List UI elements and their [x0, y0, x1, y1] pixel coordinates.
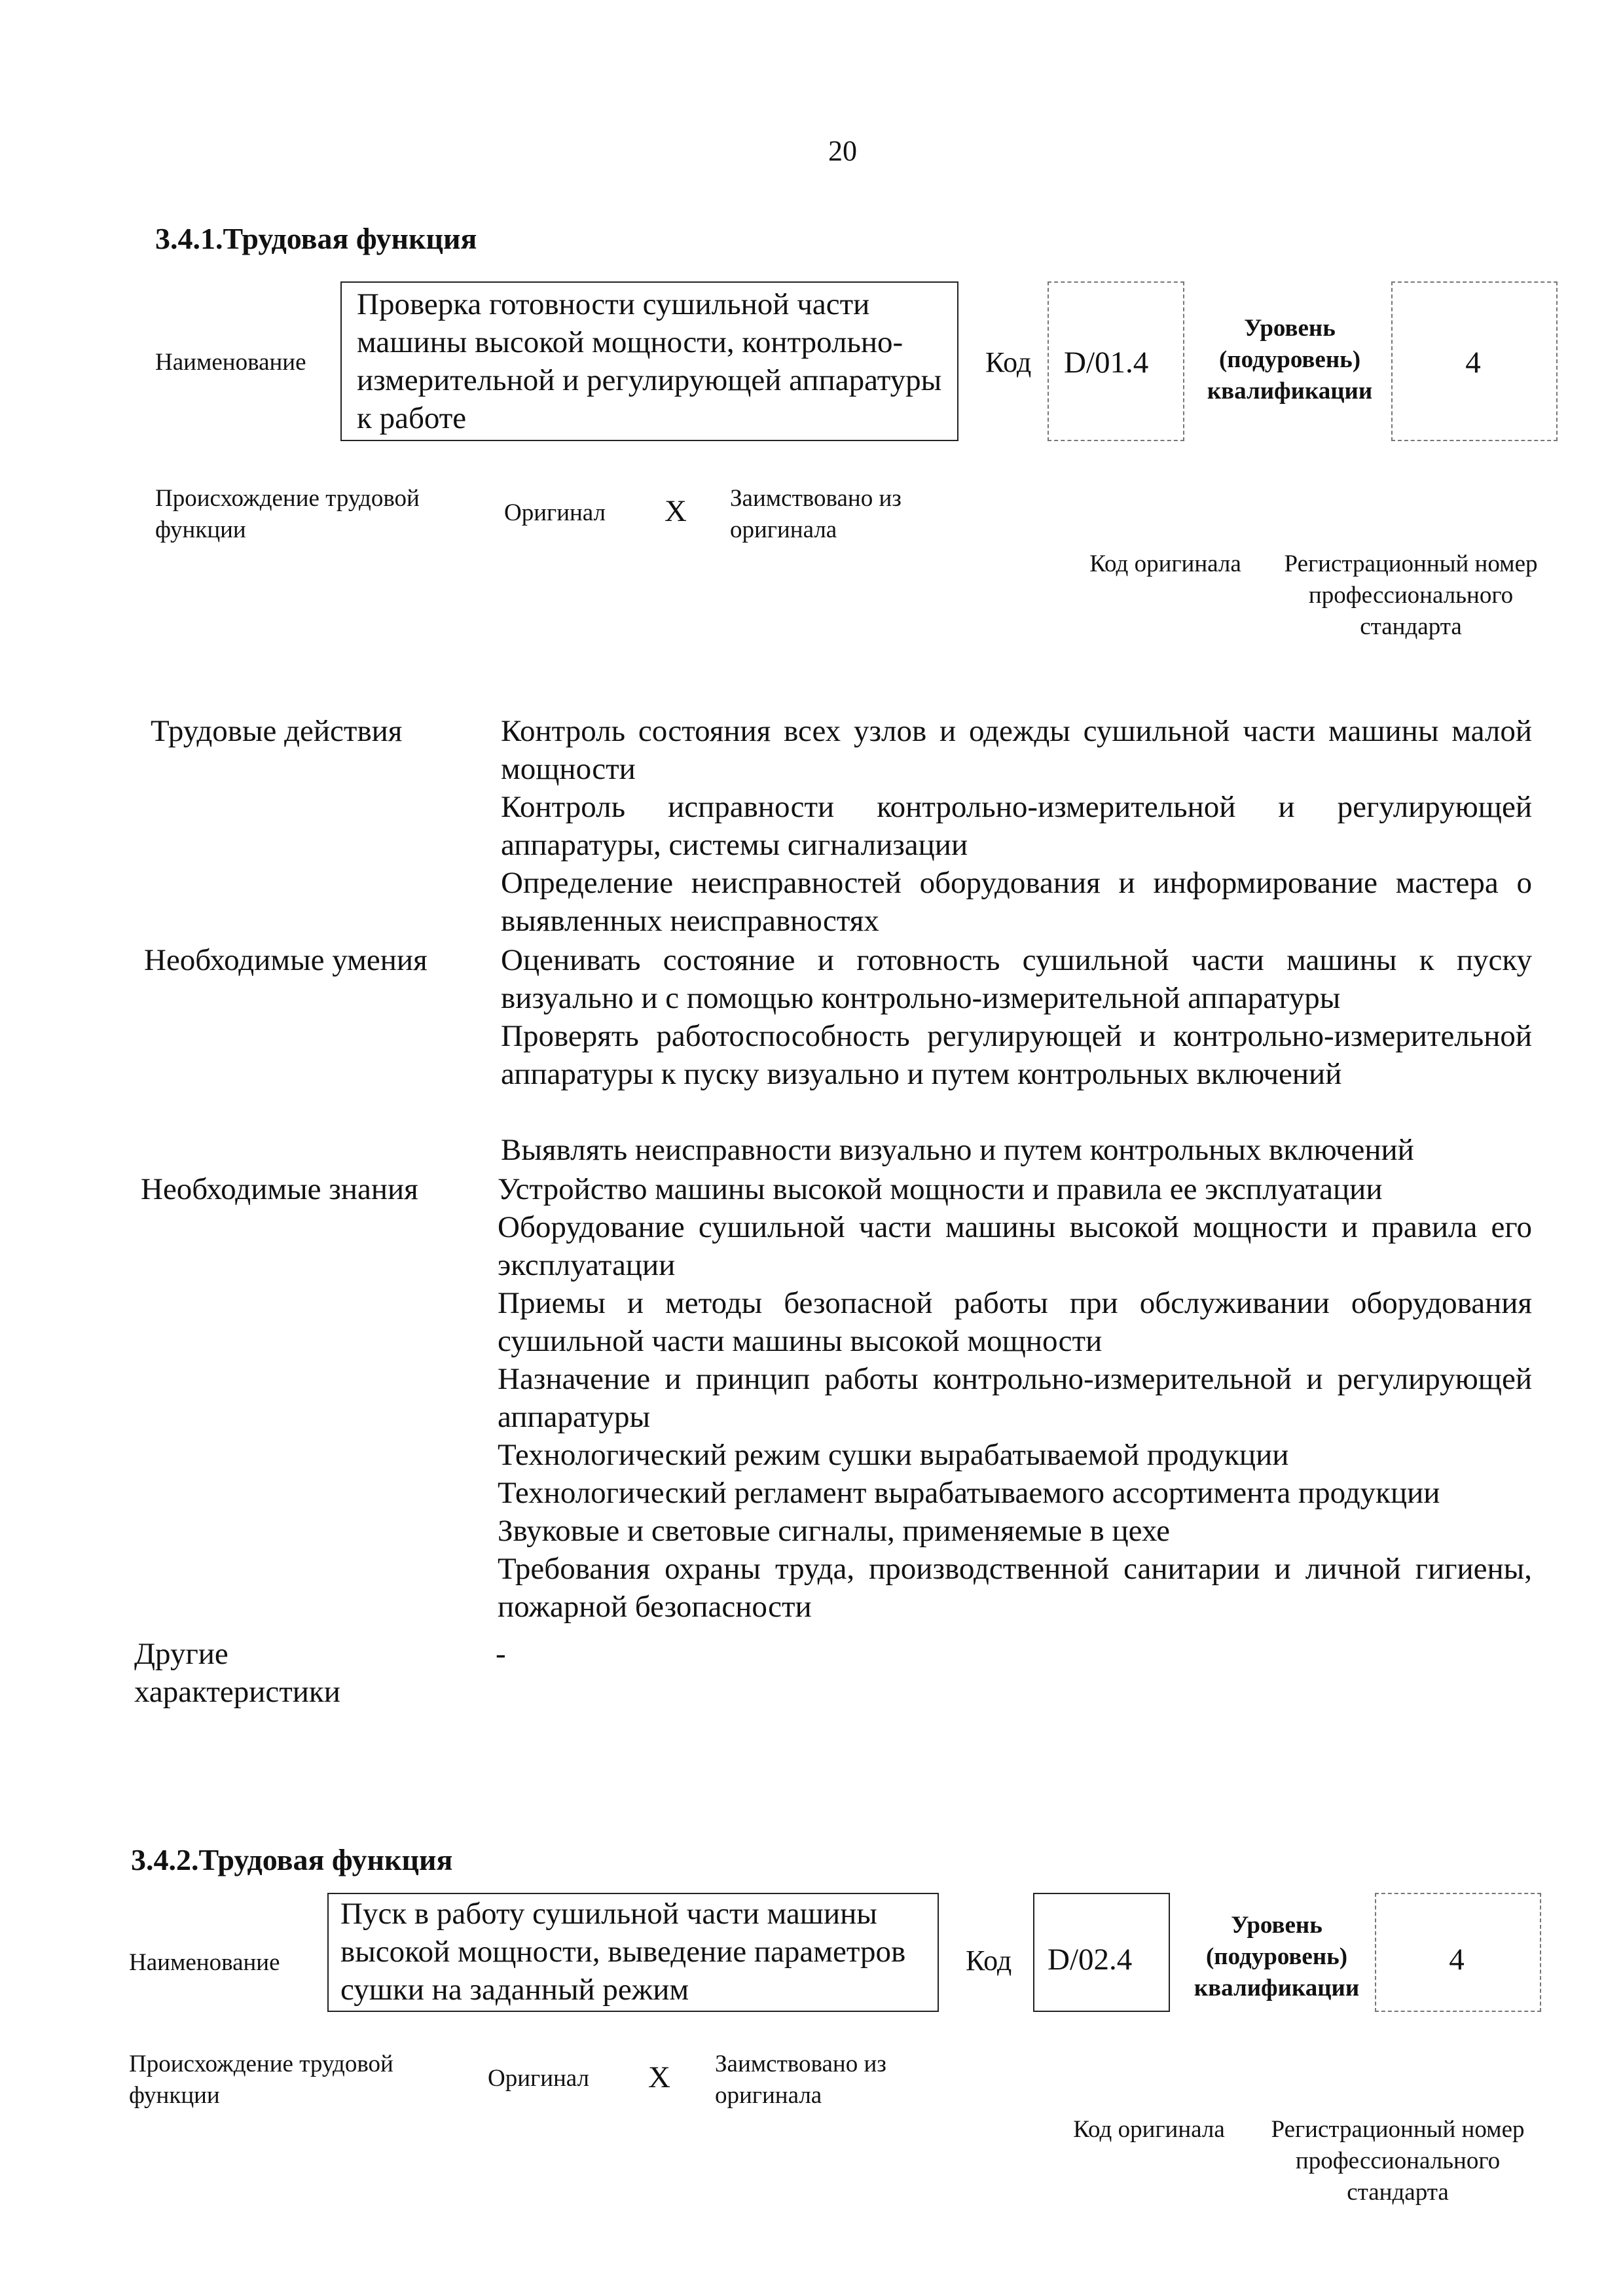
page-number: 20 — [828, 135, 857, 167]
section-title: 3.4.2.Трудовая функция — [131, 1843, 453, 1876]
action-item: Контроль состояния всех узлов и одежды сушильной части машины малой мощности — [501, 714, 1532, 786]
other-label: Другие характеристики — [134, 1637, 340, 1709]
level-label: Уровень (подуровень) квалификации — [1194, 1912, 1360, 2001]
borrowed-label: Заимствовано из оригинала — [715, 2051, 886, 2109]
name-value: Пуск в работу сушильной части машины высокой мощности, выведение параметров сушки на заданный режим — [340, 1897, 906, 2007]
knowledge-label: Необходимые знания — [141, 1172, 418, 1206]
skill-item: Оценивать состояние и готовность сушильной части машины к пуску визуально и с помощью контрольно-измерительной аппаратуры — [501, 943, 1532, 1015]
section-title: 3.4.1.Трудовая функция — [155, 222, 477, 255]
action-item: Определение неисправностей оборудования и информирование мастера о выявленных неисправностях — [501, 866, 1532, 938]
knowledge-item: Приемы и методы безопасной работы при обслуживании оборудования сушильной части машины высокой мощности — [498, 1286, 1532, 1358]
knowledge-item: Технологический регламент вырабатываемого ассортимента продукции — [498, 1476, 1440, 1510]
original-label: Оригинал — [504, 499, 606, 526]
knowledge-item: Устройство машины высокой мощности и правила ее эксплуатации — [498, 1172, 1383, 1206]
original-mark: X — [665, 494, 687, 528]
name-label: Наименование — [129, 1949, 280, 1976]
original-mark: X — [648, 2060, 670, 2094]
original-label: Оригинал — [488, 2065, 590, 2092]
origin-code-label: Код оригинала — [1089, 550, 1241, 577]
reg-number-label: Регистрационный номер профессионального стандарта — [1284, 550, 1538, 640]
knowledge-item: Требования охраны труда, производственной санитарии и личной гигиены, пожарной безопасности — [498, 1552, 1532, 1624]
level-label: Уровень (подуровень) квалификации — [1207, 315, 1373, 404]
code-value: D/01.4 — [1064, 346, 1149, 380]
reg-number-label: Регистрационный номер профессионального стандарта — [1271, 2116, 1525, 2206]
other-value: - — [496, 1637, 506, 1671]
knowledge-item: Назначение и принцип работы контрольно-измерительной и регулирующей аппаратуры — [498, 1362, 1532, 1434]
level-value: 4 — [1449, 1943, 1465, 1977]
origin-label: Происхождение трудовой функции — [155, 485, 420, 543]
code-value: D/02.4 — [1048, 1943, 1133, 1977]
level-value: 4 — [1465, 346, 1481, 380]
name-value: Проверка готовности сушильной части машины высокой мощности, контрольно-измерительной и регулирующей аппаратуры к работе — [357, 287, 942, 435]
knowledge-item: Звуковые и световые сигналы, применяемые в цехе — [498, 1514, 1171, 1548]
name-label: Наименование — [155, 349, 306, 376]
borrowed-label: Заимствовано из оригинала — [730, 485, 902, 543]
skill-item: Выявлять неисправности визуально и путем контрольных включений — [501, 1133, 1414, 1167]
code-label: Код — [985, 346, 1032, 378]
origin-code-label: Код оригинала — [1073, 2116, 1225, 2143]
origin-label: Происхождение трудовой функции — [129, 2051, 393, 2109]
action-item: Контроль исправности контрольно-измерительной и регулирующей аппаратуры, системы сигнализации — [501, 790, 1532, 862]
knowledge-item: Технологический режим сушки вырабатываемой продукции — [498, 1438, 1289, 1472]
code-label: Код — [966, 1945, 1012, 1977]
knowledge-item: Оборудование сушильной части машины высокой мощности и правила его эксплуатации — [498, 1210, 1532, 1282]
skills-label: Необходимые умения — [144, 943, 428, 977]
skill-item: Проверять работоспособность регулирующей и контрольно-измерительной аппаратуры к пуску визуально и путем контрольных включений — [501, 1019, 1532, 1091]
actions-label: Трудовые действия — [151, 714, 403, 748]
